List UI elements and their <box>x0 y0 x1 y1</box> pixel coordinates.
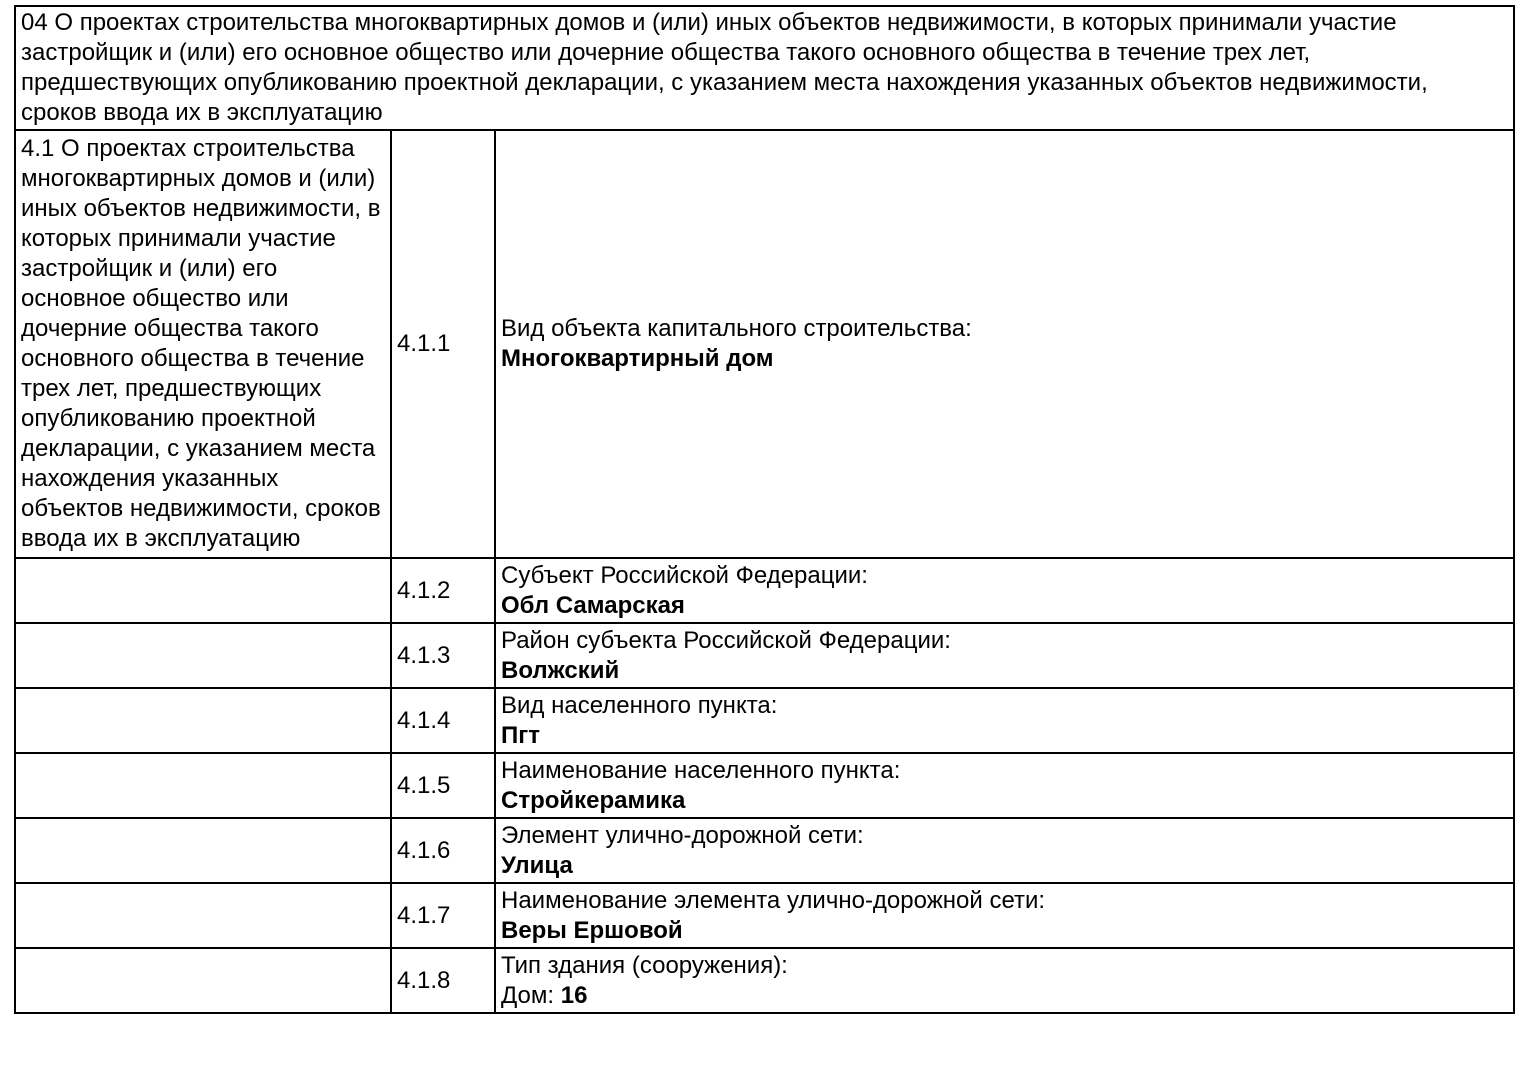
field-value-line <box>501 786 1508 816</box>
row-number-cell: 4.1.3 <box>391 623 495 688</box>
field-value: Стройкерамика <box>501 786 686 814</box>
field-value: Улица <box>501 851 573 879</box>
field-label: Наименование элемента улично-дорожной сети: <box>501 886 1046 914</box>
field-cell <box>495 753 1514 818</box>
field-value: Пгт <box>501 721 540 749</box>
field-cell <box>495 818 1514 883</box>
field-label: Наименование населенного пункта: <box>501 756 901 784</box>
table-row <box>15 688 1514 753</box>
row-number-cell: 4.1.4 <box>391 688 495 753</box>
table-row <box>15 753 1514 818</box>
section-label-cell <box>15 623 391 688</box>
field-label: Район субъекта Российской Федерации: <box>501 626 951 654</box>
row-number-cell: 4.1.7 <box>391 883 495 948</box>
row-number-cell: 4.1.6 <box>391 818 495 883</box>
field-value-line <box>501 721 1508 751</box>
section-label-cell <box>15 558 391 623</box>
field-cell <box>495 558 1514 623</box>
row-number-cell: 4.1.5 <box>391 753 495 818</box>
section-label-cell <box>15 688 391 753</box>
field-value: Многоквартирный дом <box>501 345 774 372</box>
field-value: 16 <box>560 981 588 1009</box>
table-row <box>15 623 1514 688</box>
table-row <box>15 948 1514 1013</box>
section-label-cell: 4.1 О проектах строительства многоквартирных домов и (или) иных объектов недвижимости, в которых принимали участие застройщик и (или) его основное общество или дочерние общества такого основного общества в течение трех лет, предшествующих опубликованию проектной декларации, с указанием места нахождения указанных объектов недвижимости, сроков ввода их в эксплуатацию <box>15 130 391 558</box>
field-value: Обл Самарская <box>501 591 685 619</box>
field-label: Элемент улично-дорожной сети: <box>501 821 864 849</box>
row-number-cell: 4.1.1 <box>391 130 495 558</box>
table-header-row <box>15 6 1514 130</box>
field-label: Вид объекта капитального строительства: <box>501 315 972 342</box>
field-cell <box>495 623 1514 688</box>
table-row <box>15 130 1514 558</box>
row-number-cell: 4.1.8 <box>391 948 495 1013</box>
table-row <box>15 818 1514 883</box>
field-value-line <box>501 344 1508 374</box>
field-value-line <box>501 981 1508 1011</box>
field-value-line <box>501 916 1508 946</box>
field-value-prefix: Дом: <box>501 981 561 1009</box>
field-value-line <box>501 591 1508 621</box>
section-04-header: 04 О проектах строительства многоквартирных домов и (или) иных объектов недвижимости, в которых принимали участие застройщик и (или) его основное общество или дочерние общества такого основного общества в течение трех лет, предшествующих опубликованию проектной декларации, с указанием места нахождения указанных объектов недвижимости, сроков ввода их в эксплуатацию <box>15 6 1514 130</box>
section-label-cell <box>15 753 391 818</box>
table-row <box>15 558 1514 623</box>
field-cell <box>495 130 1514 558</box>
field-label: Вид населенного пункта: <box>501 691 778 719</box>
table-row <box>15 883 1514 948</box>
row-number-cell: 4.1.2 <box>391 558 495 623</box>
field-cell <box>495 883 1514 948</box>
field-label: Тип здания (сооружения): <box>501 951 788 979</box>
page <box>0 5 1529 1085</box>
project-table-body <box>15 6 1514 1013</box>
section-label-cell <box>15 818 391 883</box>
field-value-line <box>501 851 1508 881</box>
section-label-cell <box>15 948 391 1013</box>
field-cell <box>495 948 1514 1013</box>
field-value: Веры Ершовой <box>501 916 683 944</box>
section-label-cell <box>15 883 391 948</box>
project-declaration-table <box>14 5 1515 1014</box>
field-value-line <box>501 656 1508 686</box>
field-cell <box>495 688 1514 753</box>
field-label: Субъект Российской Федерации: <box>501 561 868 589</box>
field-value: Волжский <box>501 656 620 684</box>
